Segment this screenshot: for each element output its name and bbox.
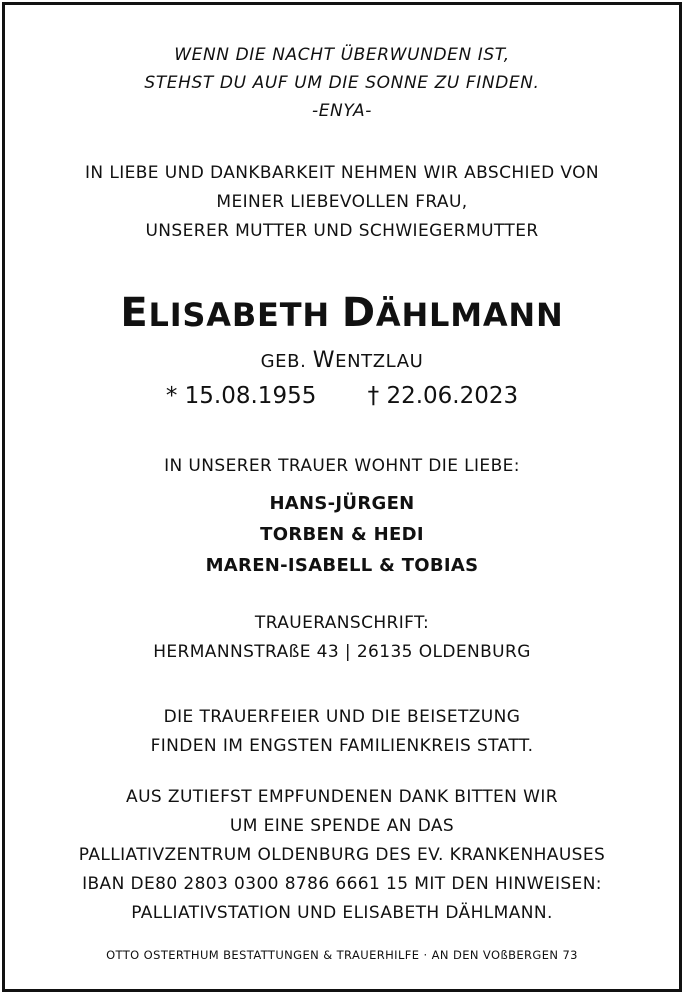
- donation-line-3: PALLIATIVZENTRUM OLDENBURG DES EV. KRANKENHAUSES: [78, 845, 606, 865]
- first-name-rest: LISABETH: [148, 296, 330, 334]
- funeral-home-footer: OTTO OSTERTHUM BESTATTUNGEN & TRAUERHILFE · AN DEN VOßBERGEN 73: [106, 948, 578, 962]
- mourner-name: MAREN-ISABELL & TOBIAS: [205, 555, 479, 576]
- donation-line-2: UM EINE SPENDE AN DAS: [229, 816, 455, 836]
- first-name-initial: E: [120, 290, 149, 336]
- obituary-frame: [2, 2, 682, 992]
- geb-prefix: GEB.: [260, 351, 307, 372]
- life-dates: [15, 385, 669, 408]
- intro-line-1: IN LIEBE UND DANKBARKEIT NEHMEN WIR ABSCHIED VON: [84, 163, 600, 183]
- death-date: † 22.06.2023: [367, 383, 519, 409]
- quote-line-1: WENN DIE NACHT ÜBERWUNDEN IST,: [174, 45, 510, 65]
- address-heading: TRAUERANSCHRIFT:: [254, 613, 430, 633]
- maiden-initial: W: [312, 348, 336, 373]
- ceremony-line-2: FINDEN IM ENGSTEN FAMILIENKREIS STATT.: [150, 736, 534, 756]
- address-line: HERMANNSTRAßE 43 | 26135 OLDENBURG: [153, 642, 531, 662]
- donation-line-1: AUS ZUTIEFST EMPFUNDENEN DANK BITTEN WIR: [126, 787, 558, 807]
- intro-line-3: UNSERER MUTTER UND SCHWIEGERMUTTER: [145, 221, 539, 241]
- maiden-rest: ENTZLAU: [335, 351, 424, 372]
- donation-line-4: IBAN DE80 2803 0300 8786 6661 15 MIT DEN HINWEISEN:: [82, 874, 602, 894]
- quote-line-2: STEHST DU AUF UM DIE SONNE ZU FINDEN.: [144, 73, 540, 93]
- birth-date: * 15.08.1955: [165, 383, 317, 409]
- deceased-name: [15, 290, 669, 336]
- mourner-name: TORBEN & HEDI: [260, 524, 424, 545]
- mourning-heading: IN UNSERER TRAUER WOHNT DIE LIEBE:: [164, 456, 520, 476]
- quote-author: -ENYA-: [311, 101, 373, 121]
- maiden-name: [15, 350, 669, 372]
- mourner-name: HANS-JÜRGEN: [269, 493, 415, 514]
- donation-line-5: PALLIATIVSTATION UND ELISABETH DÄHLMANN.: [131, 903, 553, 923]
- last-name-rest: ÄHLMANN: [375, 296, 564, 334]
- ceremony-line-1: DIE TRAUERFEIER UND DIE BEISETZUNG: [163, 707, 521, 727]
- last-name-initial: D: [341, 290, 376, 336]
- intro-line-2: MEINER LIEBEVOLLEN FRAU,: [216, 192, 468, 212]
